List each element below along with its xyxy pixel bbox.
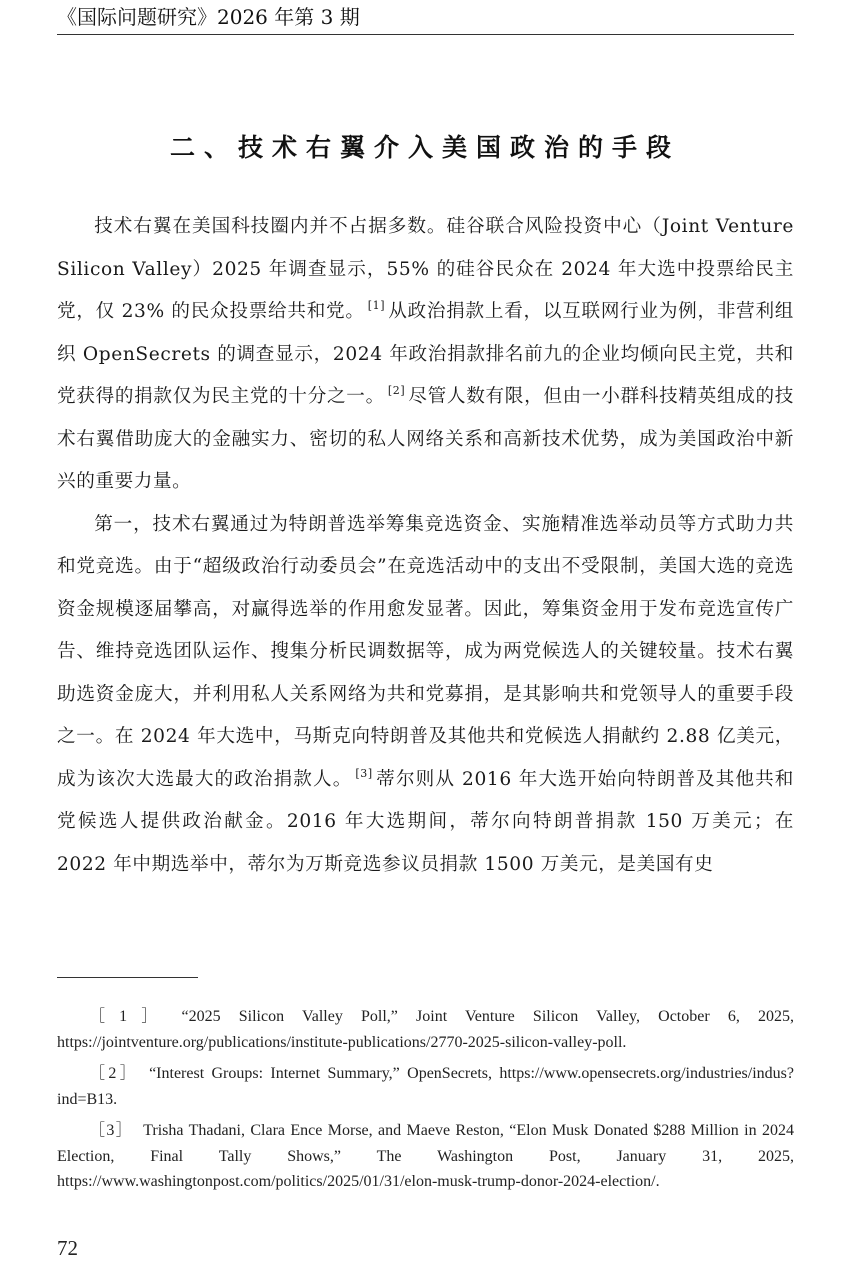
footnote-2-mark: ［2］ <box>89 1065 140 1082</box>
body-text <box>57 206 794 886</box>
footnote-1-text: “2025 Silicon Valley Poll,” Joint Venture Silicon Valley, October 6, 2025, https://jointventure.org/publications/institute-publications/2770-2025-silicon-valley-poll. <box>57 1008 794 1051</box>
footnote-2-text: “Interest Groups: Internet Summary,” OpenSecrets, https://www.opensecrets.org/industries/indus?ind=B13. <box>57 1065 794 1108</box>
paragraph-1-text-c: 尽管人数有限，但由一小群科技精英组成的技术右翼借助庞大的金融实力、密切的私人网络关系和高新技术优势，成为美国政治中新兴的重要力量。 <box>57 386 794 492</box>
page-number: 72 <box>57 1236 78 1260</box>
paragraph-1-text-b: 从政治捐款上看，以互联网行业为例，非营利组织 OpenSecrets 的调查显示，2024 年政治捐款排名前九的企业均倾向民主党，共和党获得的捐款仅为民主党的十分之一。 <box>57 301 794 407</box>
footnote-ref-1[interactable]: [1] <box>367 299 386 312</box>
journal-title: 《国际问题研究》2026 年第 3 期 <box>57 5 360 29</box>
footnote-2 <box>57 1061 794 1112</box>
paragraph-1-text-a: 技术右翼在美国科技圈内并不占据多数。硅谷联合风险投资中心（Joint Venture Silicon Valley）2025 年调查显示，55% 的硅谷民众在 2024 年大选中投票给民主党，仅 23% 的民众投票给共和党。 <box>57 216 794 322</box>
footnote-3-text: Trisha Thadani, Clara Ence Morse, and Maeve Reston, “Elon Musk Donated $288 Million in 2024 Election, Final Tally Shows,” The Washington Post, January 31, 2025, https://www.washingtonpost.com/politics/2025/01/31/elon-musk-trump-donor-2024-election/. <box>57 1122 794 1190</box>
paragraph-2-text-b: 蒂尔则从 2016 年大选开始向特朗普及其他共和党候选人提供政治献金。2016 年大选期间，蒂尔向特朗普捐款 150 万美元；在 2022 年中期选举中，蒂尔为万斯竞选参议员捐款 1500 万美元，是美国有史 <box>57 768 794 875</box>
footnote-rule <box>57 977 198 978</box>
footnote-ref-2[interactable]: [2] <box>387 384 406 397</box>
footnote-1 <box>57 1004 794 1055</box>
footnote-1-mark: ［1］ <box>89 1008 172 1025</box>
paragraph-2 <box>57 504 794 887</box>
paragraph-1 <box>57 206 794 504</box>
section-title: 二、技术右翼介入美国政治的手段 <box>169 133 680 162</box>
footnotes <box>57 1004 794 1201</box>
header-rule <box>57 34 794 35</box>
footnote-3-mark: ［3］ <box>89 1122 134 1139</box>
running-header <box>57 4 794 34</box>
footnote-ref-3[interactable]: [3] <box>355 766 373 780</box>
footnote-3 <box>57 1118 794 1195</box>
paragraph-2-text-a: 第一，技术右翼通过为特朗普选举筹集竞选资金、实施精准选举动员等方式助力共和党竞选。由于“超级政治行动委员会”在竞选活动中的支出不受限制，美国大选的竞选资金规模逐届攀高，对赢得选举的作用愈发显著。因此，筹集资金用于发布竞选宣传广告、维持竞选团队运作、搜集分析民调数据等，成为两党候选人的关键较量。技术右翼助选资金庞大，并利用私人关系网络为共和党募捐，是其影响共和党领导人的重要手段之一。在 2024 年大选中，马斯克向特朗普及其他共和党候选人捐献约 2.88 亿美元，成为该次大选最大的政治捐款人。 <box>57 513 794 790</box>
